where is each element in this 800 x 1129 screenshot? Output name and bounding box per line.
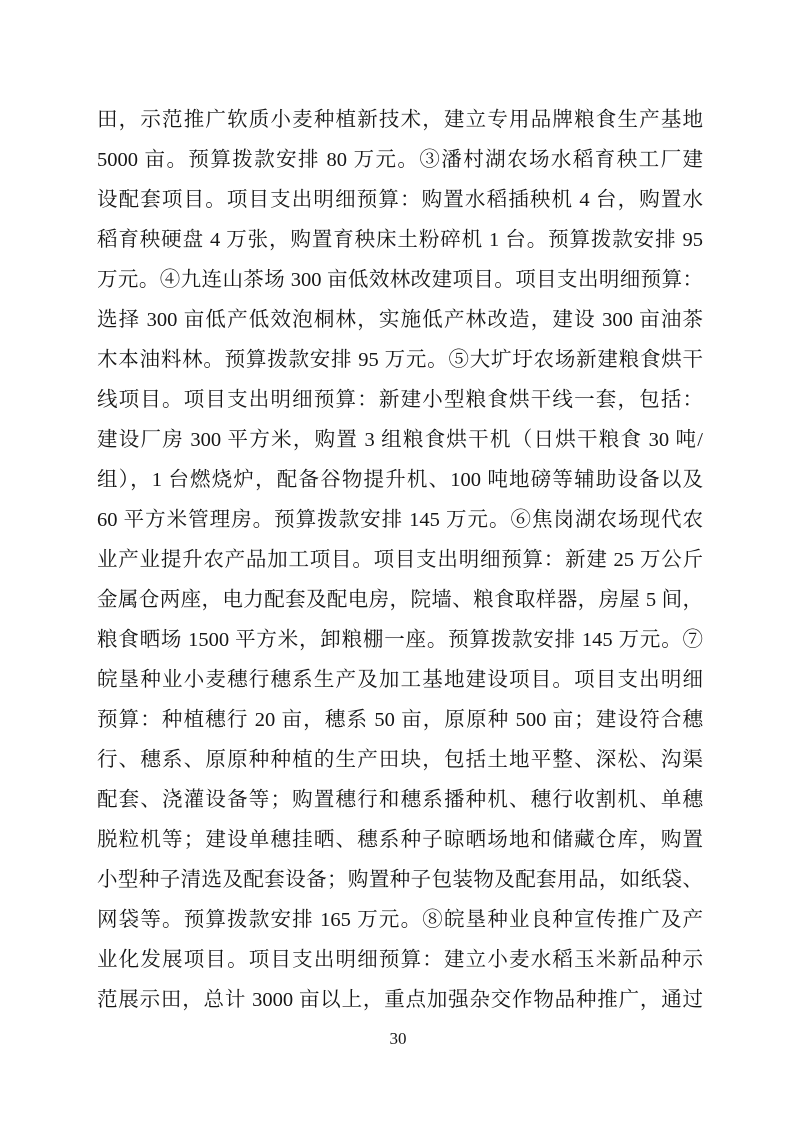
text-line: 60 平方米管理房。预算拨款安排 145 万元。⑥焦岗湖农场现代农 [97,509,703,531]
text-line: 业化发展项目。项目支出明细预算：建立小麦水稻玉米新品种示 [97,949,703,971]
text-line: 范展示田，总计 3000 亩以上，重点加强杂交作物品种推广，通过 [97,989,703,1011]
text-line: 选择 300 亩低产低效泡桐林，实施低产林改造，建设 300 亩油茶 [97,309,703,331]
page-number: 30 [389,1029,407,1048]
text-line: 网袋等。预算拨款安排 165 万元。⑧皖垦种业良种宣传推广及产 [97,909,703,931]
text-line: 小型种子清选及配套设备；购置种子包装物及配套用品，如纸袋、 [97,869,703,891]
text-line: 设配套项目。项目支出明细预算：购置水稻插秧机 4 台，购置水 [97,189,703,211]
text-line: 行、穗系、原原种种植的生产田块，包括土地平整、深松、沟渠 [97,749,703,771]
text-line: 脱粒机等；建设单穗挂晒、穗系种子晾晒场地和储藏仓库，购置 [97,829,703,851]
text-line: 粮食晒场 1500 平方米，卸粮棚一座。预算拨款安排 145 万元。⑦ [97,629,703,651]
text-line: 5000 亩。预算拨款安排 80 万元。③潘村湖农场水稻育秧工厂建 [97,149,703,171]
text-line: 建设厂房 300 平方米，购置 3 组粮食烘干机（日烘干粮食 30 吨/ [97,429,703,451]
body-text [97,100,703,1020]
text-line: 线项目。项目支出明细预算：新建小型粮食烘干线一套，包括： [97,389,703,411]
text-line: 田，示范推广软质小麦种植新技术，建立专用品牌粮食生产基地 [97,109,703,131]
text-line: 金属仓两座，电力配套及配电房，院墙、粮食取样器，房屋 5 间， [97,589,703,611]
text-line: 预算：种植穗行 20 亩，穗系 50 亩，原原种 500 亩；建设符合穗 [97,709,703,731]
text-line: 万元。④九连山茶场 300 亩低效林改建项目。项目支出明细预算： [97,269,703,291]
text-line: 配套、浇灌设备等；购置穗行和穗系播种机、穗行收割机、单穗 [97,789,703,811]
text-line: 业产业提升农产品加工项目。项目支出明细预算：新建 25 万公斤 [97,549,703,571]
text-line: 稻育秧硬盘 4 万张，购置育秧床土粉碎机 1 台。预算拨款安排 95 [97,229,703,251]
text-line: 组），1 台燃烧炉，配备谷物提升机、100 吨地磅等辅助设备以及 [97,469,703,491]
text-line: 木本油料林。预算拨款安排 95 万元。⑤大圹圩农场新建粮食烘干 [97,349,703,371]
text-line: 皖垦种业小麦穗行穗系生产及加工基地建设项目。项目支出明细 [97,669,703,691]
